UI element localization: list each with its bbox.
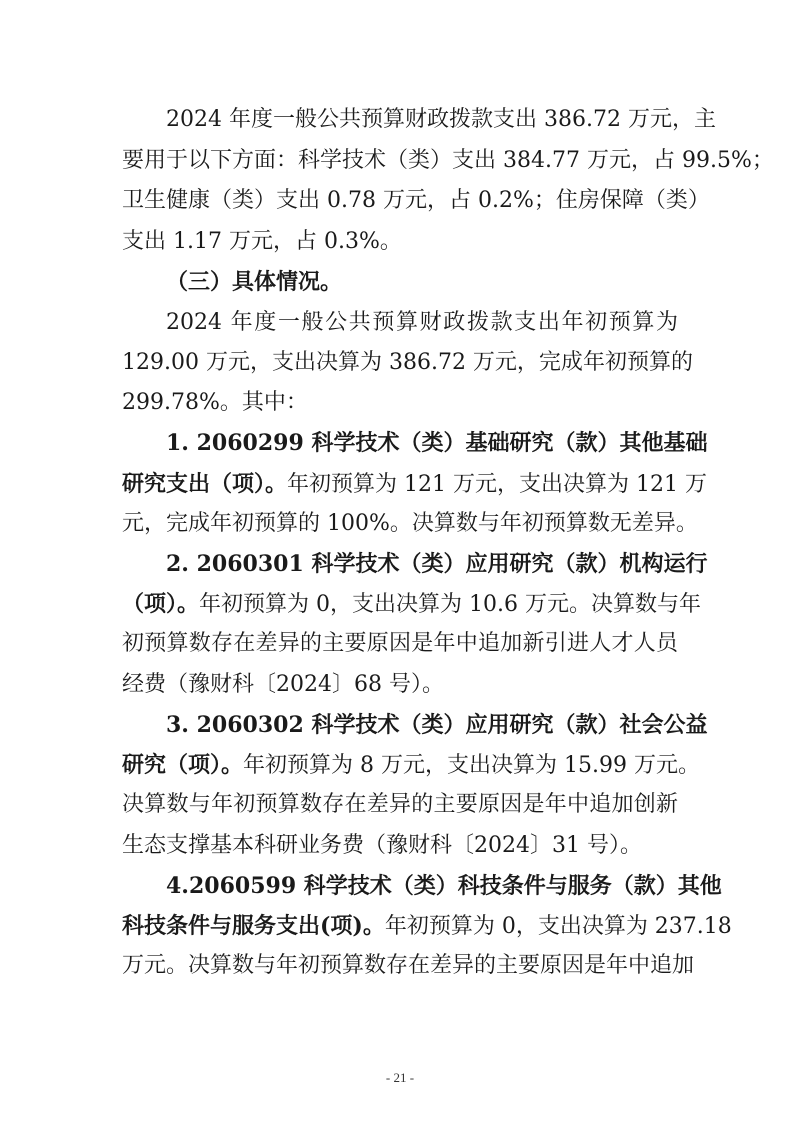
paragraph-line: 要用于以下方面：科学技术（类）支出 384.77 万元，占 99.5%； — [122, 148, 774, 173]
item-text: 年初预算为 121 万元，支出决算为 121 万 — [287, 472, 707, 497]
item-heading: 4.2060599 科学技术（类）科技条件与服务（款）其他 — [166, 873, 722, 899]
item-text: 年初预算为 0，支出决算为 237.18 — [384, 914, 732, 939]
paragraph-line: 经费（豫财科〔2024〕68 号）。 — [122, 672, 444, 697]
paragraph-line — [122, 912, 732, 941]
item-heading-tail: 研究支出（项）。 — [122, 471, 288, 497]
item-heading: 2. 2060301 科学技术（类）应用研究（款）机构运行 — [166, 551, 708, 577]
paragraph-line: 卫生健康（类）支出 0.78 万元，占 0.2%；住房保障（类） — [122, 188, 710, 213]
paragraph-line: 决算数与年初预算数存在差异的主要原因是年中追加创新 — [122, 792, 678, 817]
item-heading: 1. 2060299 科学技术（类）基础研究（款）其他基础 — [166, 430, 708, 456]
paragraph-line — [122, 590, 701, 619]
item-heading-tail: 科技条件与服务支出(项)。 — [122, 913, 385, 939]
paragraph-line: 2024 年度一般公共预算财政拨款支出 386.72 万元，主 — [166, 107, 716, 132]
item-text: 年初预算为 8 万元，支出决算为 15.99 万元。 — [243, 753, 700, 778]
page-number: - 21 - — [385, 1070, 415, 1085]
paragraph-line: 2024 年度一般公共预算财政拨款支出年初预算为 — [166, 310, 678, 335]
item-text: 年初预算为 0，支出决算为 10.6 万元。决算数与年 — [199, 592, 701, 617]
paragraph-line: 元，完成年初预算的 100%。决算数与年初预算数无差异。 — [122, 511, 698, 536]
paragraph-line: 初预算数存在差异的主要原因是年中追加新引进人才人员 — [122, 631, 678, 656]
item-heading-tail: （项）。 — [122, 591, 200, 617]
section-heading: （三）具体情况。 — [166, 269, 343, 295]
item-heading: 3. 2060302 科学技术（类）应用研究（款）社会公益 — [166, 712, 708, 738]
paragraph-line: 万元。决算数与年初预算数存在差异的主要原因是年中追加 — [122, 953, 695, 978]
item-heading-tail: 研究（项）。 — [122, 752, 244, 778]
paragraph-line: 299.78%。其中： — [122, 390, 308, 415]
paragraph-line: 129.00 万元，支出决算为 386.72 万元，完成年初预算的 — [122, 350, 693, 375]
paragraph-line — [122, 470, 707, 499]
paragraph-line: 生态支撑基本科研业务费（豫财科〔2024〕31 号）。 — [122, 833, 642, 858]
paragraph-line: 支出 1.17 万元，占 0.3%。 — [122, 229, 402, 254]
paragraph-line — [122, 751, 700, 780]
